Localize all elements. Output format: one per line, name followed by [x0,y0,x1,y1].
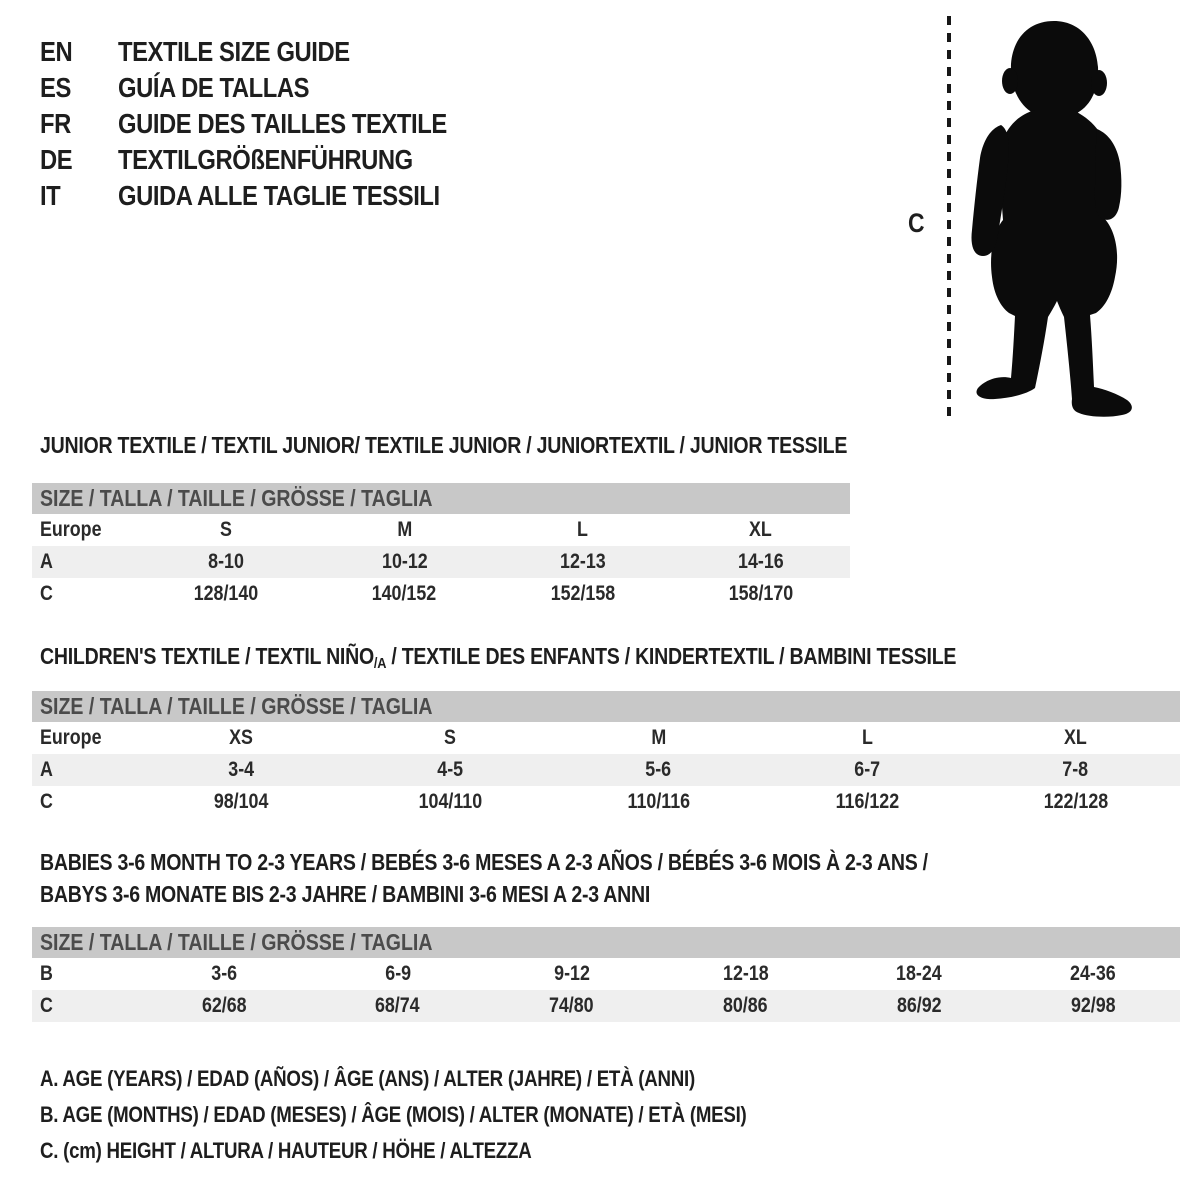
age-value: 5-6 [645,758,672,781]
row-label: C [40,582,53,605]
babies-row-height [32,990,1180,1022]
height-value: 86/92 [896,994,942,1017]
size-header-label: SIZE / TALLA / TAILLE / GRÖSSE / TAGLIA [40,485,433,511]
legend-text: C. (cm) HEIGHT / ALTURA / HAUTEUR / HÖHE / ALTEZZA [40,1138,532,1163]
legend-line-height-cm [40,1138,871,1174]
months-value: 6-9 [384,962,411,985]
age-value: 10-12 [381,550,428,573]
age-value: 6-7 [854,758,880,781]
height-value: 98/104 [213,790,269,813]
height-value: 158/170 [728,582,794,605]
children-title-after: / TEXTILE DES ENFANTS / KINDERTEXTIL / BAMBINI TESSILE [386,643,957,669]
row-label: A [40,758,53,781]
children-title-subscript: /A [373,655,387,672]
months-value: 24-36 [1070,962,1116,985]
language-title: GUÍA DE TALLAS [118,72,310,103]
size-header-label: SIZE / TALLA / TAILLE / GRÖSSE / TAGLIA [40,693,433,719]
children-size-header-bar [32,691,1180,722]
language-title-list [40,34,505,214]
age-value: 7-8 [1062,758,1089,781]
height-value: 68/74 [375,994,421,1017]
junior-row-age [32,546,850,578]
legend-text: A. AGE (YEARS) / EDAD (AÑOS) / ÂGE (ANS) / ALTER (JAHRE) / ETÀ (ANNI) [40,1066,695,1091]
language-title: TEXTILE SIZE GUIDE [118,36,350,67]
children-title-before: CHILDREN'S TEXTILE / TEXTIL NIÑO [40,643,374,669]
height-value: 122/128 [1043,790,1108,813]
size-value: L [577,518,589,541]
row-label: Europe [40,518,102,541]
legend-line-age-months [40,1102,871,1138]
size-value: L [861,726,873,749]
legend-line-age-years [40,1066,871,1102]
height-measure-letter: C [908,208,925,238]
measurement-legend [40,1066,871,1174]
language-row-fr [40,106,505,142]
size-value: S [220,518,233,541]
months-value: 12-18 [722,962,769,985]
language-row-it [40,178,505,214]
babies-section-title-line1 [40,849,1085,875]
age-value: 4-5 [436,758,463,781]
height-measure-label [908,208,928,239]
babies-title-text-2: BABYS 3-6 MONATE BIS 2-3 JAHRE / BAMBINI 3-6 MESI A 2-3 ANNI [40,881,651,907]
language-title: TEXTILGRÖßENFÜHRUNG [118,144,413,175]
size-value: M [396,518,412,541]
children-row-height [32,786,1180,818]
height-value: 140/152 [372,582,437,605]
row-label: Europe [40,726,102,749]
junior-size-header-bar [32,483,850,514]
junior-size-table [32,483,850,610]
language-code: DE [40,144,73,175]
months-value: 18-24 [896,962,943,985]
language-row-de [40,142,505,178]
height-value: 74/80 [549,994,594,1017]
months-value: 9-12 [553,962,590,985]
babies-title-text-1: BABIES 3-6 MONTH TO 2-3 YEARS / BEBÉS 3-6 MESES A 2-3 AÑOS / BÉBÉS 3-6 MOIS À 2-3 ANS / [40,849,928,875]
height-value: 62/68 [201,994,247,1017]
junior-title-text: JUNIOR TEXTILE / TEXTIL JUNIOR/ TEXTILE JUNIOR / JUNIORTEXTIL / JUNIOR TESSILE [40,432,848,458]
height-measure-dashed-line [947,16,951,420]
row-label: A [40,550,53,573]
height-value: 116/122 [835,790,899,813]
row-label: C [40,790,53,813]
size-value: XL [749,518,773,541]
language-row-es [40,70,505,106]
children-row-europe [32,722,1180,754]
months-value: 3-6 [211,962,237,985]
row-label: C [40,994,53,1017]
height-value: 80/86 [723,994,768,1017]
language-code: IT [40,180,61,211]
language-title: GUIDA ALLE TAGLIE TESSILI [118,180,440,211]
size-value: M [651,726,666,749]
junior-row-europe [32,514,850,546]
junior-section-title [40,432,990,458]
height-value: 128/140 [193,582,259,605]
junior-row-height [32,578,850,610]
size-value: XS [229,726,254,749]
height-value: 152/158 [550,582,615,605]
baby-silhouette-icon [963,18,1143,423]
age-value: 14-16 [738,550,784,573]
language-row-en [40,34,505,70]
legend-text: B. AGE (MONTHS) / EDAD (MESES) / ÂGE (MOIS) / ALTER (MONATE) / ETÀ (MESI) [40,1102,747,1127]
babies-size-table [32,927,1180,1022]
babies-size-header-bar [32,927,1180,958]
children-size-table [32,691,1180,818]
babies-row-months [32,958,1180,990]
language-code: FR [40,108,71,139]
size-value: XL [1064,726,1088,749]
height-value: 92/98 [1070,994,1116,1017]
children-section-title [40,643,1118,677]
children-title-text [40,643,956,677]
size-value: S [443,726,456,749]
language-code: ES [40,72,71,103]
age-value: 8-10 [208,550,244,573]
size-header-label: SIZE / TALLA / TAILLE / GRÖSSE / TAGLIA [40,929,433,955]
age-value: 12-13 [559,550,606,573]
height-value: 104/110 [418,790,482,813]
babies-section-title-line2 [40,881,758,907]
height-value: 110/116 [627,790,690,813]
age-value: 3-4 [228,758,255,781]
language-title: GUIDE DES TAILLES TEXTILE [118,108,447,139]
language-code: EN [40,36,73,67]
children-row-age [32,754,1180,786]
row-label: B [40,962,53,985]
